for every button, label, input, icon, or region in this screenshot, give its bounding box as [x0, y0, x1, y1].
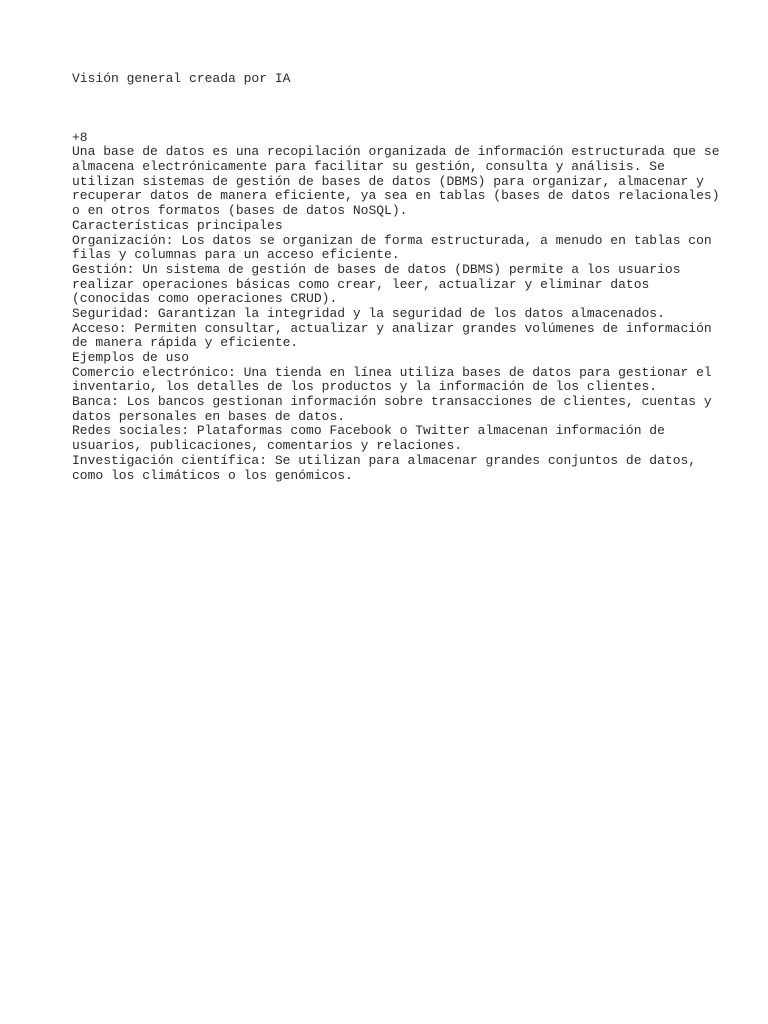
body-line: utilizan sistemas de gestión de bases de datos (DBMS) para organizar, almacenar y	[72, 173, 704, 189]
body-line: recuperar datos de manera eficiente, ya sea en tablas (bases de datos relacionales)	[72, 188, 720, 204]
body-line: Comercio electrónico: Una tienda en línea utiliza bases de datos para gestionar el	[72, 364, 712, 380]
body-line: Acceso: Permiten consultar, actualizar y analizar grandes volúmenes de información	[72, 320, 712, 336]
body-line: Investigación científica: Se utilizan para almacenar grandes conjuntos de datos,	[72, 452, 697, 468]
body-line: Seguridad: Garantizan la integridad y la seguridad de los datos almacenados.	[72, 305, 665, 321]
body-line: usuarios, publicaciones, comentarios y relaciones.	[72, 438, 463, 454]
section-heading: Ejemplos de uso	[72, 350, 190, 365]
body-line: como los climáticos o los genómicos.	[72, 467, 353, 483]
body-text	[72, 144, 720, 483]
body-line: o en otros formatos (bases de datos NoSQL).	[72, 203, 408, 219]
body-line: Redes sociales: Plataformas como Facebook o Twitter almacenan información de	[72, 423, 665, 439]
document-page	[72, 71, 720, 483]
title-block	[72, 72, 712, 131]
body-line: datos personales en bases de datos.	[72, 408, 346, 424]
body-line: Una base de datos es una recopilación organizada de información estructurada que se	[72, 144, 720, 160]
body-line: (conocidas como operaciones CRUD).	[72, 291, 338, 307]
body-line: de manera rápida y eficiente.	[72, 335, 299, 351]
section-heading: Características principales	[72, 217, 283, 233]
page-title: Visión general creada por IA	[72, 71, 291, 86]
sources-count-badge: +8	[72, 129, 88, 145]
body-line: Banca: Los bancos gestionan información sobre transacciones de clientes, cuentas y	[72, 394, 712, 410]
body-line: inventario, los detalles de los productos y la información de los clientes.	[72, 379, 658, 395]
body-line: realizar operaciones básicas como crear, leer, actualizar y eliminar datos	[72, 276, 650, 292]
body-line: Gestión: Un sistema de gestión de bases de datos (DBMS) permite a los usuarios	[72, 261, 681, 277]
body-line: almacena electrónicamente para facilitar su gestión, consulta y análisis. Se	[72, 159, 665, 175]
body-line: filas y columnas para un acceso eficiente.	[72, 247, 400, 263]
body-line: Organización: Los datos se organizan de forma estructurada, a menudo en tablas con	[72, 232, 712, 248]
